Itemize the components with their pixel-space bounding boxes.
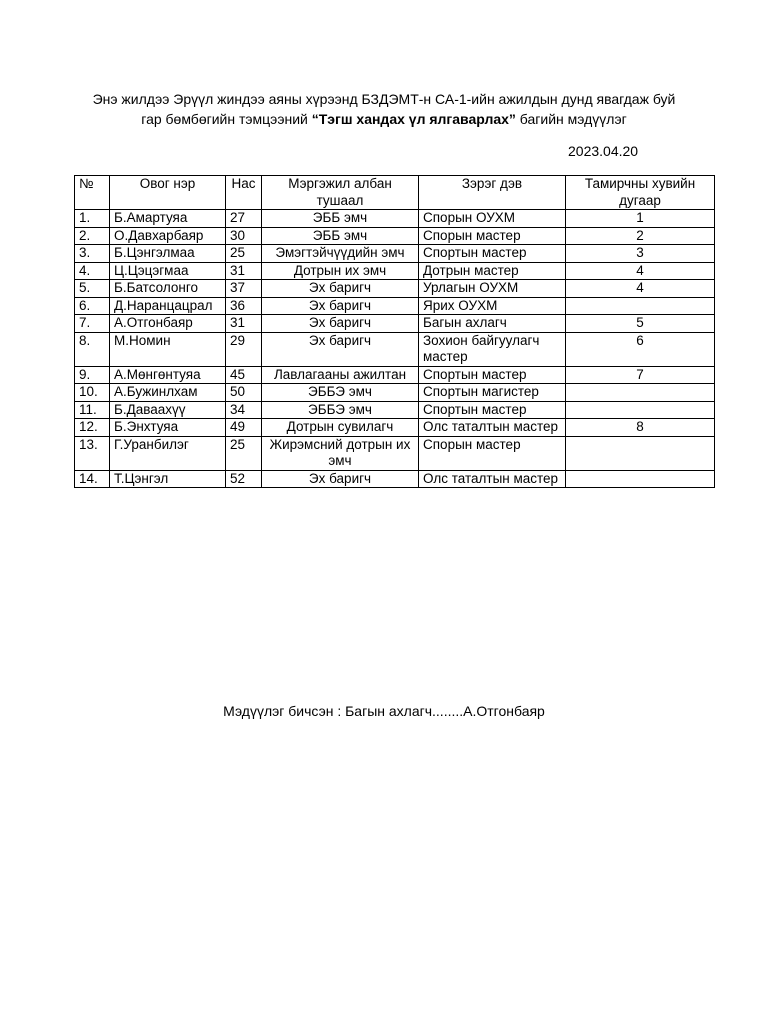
row-rank: Зохион байгуулагч мастер: [419, 332, 566, 366]
row-rank: Спортын магистер: [419, 384, 566, 402]
table-row: [75, 297, 715, 315]
row-player-number: 5: [566, 315, 715, 333]
row-rank: Олс таталтын мастер: [419, 470, 566, 488]
row-rank: Спортын мастер: [419, 366, 566, 384]
row-player-number: 2: [566, 227, 715, 245]
table-row: [75, 401, 715, 419]
table-row: [75, 262, 715, 280]
table-row: [75, 210, 715, 228]
row-number: 2.: [75, 227, 110, 245]
row-position: ЭББЭ эмч: [262, 384, 419, 402]
row-position: Дотрын сувилагч: [262, 419, 419, 437]
row-rank: Дотрын мастер: [419, 262, 566, 280]
column-header-player-number: Тамирчны хувийн дугаар: [566, 176, 715, 210]
table-row: [75, 470, 715, 488]
row-age: 31: [226, 315, 262, 333]
row-name: Т.Цэнгэл: [110, 470, 226, 488]
row-age: 29: [226, 332, 262, 366]
row-position: ЭББ эмч: [262, 210, 419, 228]
row-player-number: 1: [566, 210, 715, 228]
table-row: [75, 436, 715, 470]
row-number: 12.: [75, 419, 110, 437]
row-name: Д.Наранцацрал: [110, 297, 226, 315]
row-age: 30: [226, 227, 262, 245]
row-number: 11.: [75, 401, 110, 419]
row-name: Г.Уранбилэг: [110, 436, 226, 470]
row-position: Дотрын их эмч: [262, 262, 419, 280]
row-name: М.Номин: [110, 332, 226, 366]
document-date: 2023.04.20: [568, 143, 639, 159]
row-player-number: 6: [566, 332, 715, 366]
row-player-number: [566, 470, 715, 488]
title-line2-suffix: багийн мэдүүлэг: [515, 111, 627, 127]
row-position: Эмэгтэйчүүдийн эмч: [262, 245, 419, 263]
row-age: 50: [226, 384, 262, 402]
row-player-number: [566, 401, 715, 419]
row-player-number: [566, 384, 715, 402]
column-header-rank: Зэрэг дэв: [419, 176, 566, 210]
row-rank: Спорын ОУХМ: [419, 210, 566, 228]
row-age: 36: [226, 297, 262, 315]
row-rank: Олс таталтын мастер: [419, 419, 566, 437]
row-position: Лавлагааны ажилтан: [262, 366, 419, 384]
row-rank: Урлагын ОУХМ: [419, 280, 566, 298]
row-age: 45: [226, 366, 262, 384]
row-position: Эх баригч: [262, 297, 419, 315]
column-header-age: Нас: [226, 176, 262, 210]
row-age: 49: [226, 419, 262, 437]
document-title-line1: Энэ жилдээ Эрүүл жиндээ аяны хүрээнд БЗДЭМТ-н СА-1-ийн ажилдын дунд явагдаж буй: [92, 91, 676, 107]
row-player-number: 8: [566, 419, 715, 437]
row-number: 1.: [75, 210, 110, 228]
table-row: [75, 315, 715, 333]
row-number: 6.: [75, 297, 110, 315]
row-age: 52: [226, 470, 262, 488]
row-position: Эх баригч: [262, 332, 419, 366]
row-name: Б.Даваахүү: [110, 401, 226, 419]
row-player-number: [566, 297, 715, 315]
row-rank: Багын ахлагч: [419, 315, 566, 333]
row-name: Ц.Цэцэгмаа: [110, 262, 226, 280]
row-age: 27: [226, 210, 262, 228]
row-number: 9.: [75, 366, 110, 384]
row-number: 14.: [75, 470, 110, 488]
team-name: “Тэгш хандах үл ялгаварлах”: [311, 111, 516, 127]
table-header-row: [75, 176, 715, 210]
row-rank: Ярих ОУХМ: [419, 297, 566, 315]
row-number: 8.: [75, 332, 110, 366]
row-player-number: 3: [566, 245, 715, 263]
row-age: 37: [226, 280, 262, 298]
roster-table-body: [75, 210, 715, 488]
row-player-number: 4: [566, 280, 715, 298]
row-rank: Спорын мастер: [419, 436, 566, 470]
table-row: [75, 332, 715, 366]
row-rank: Спорын мастер: [419, 227, 566, 245]
row-position: Эх баригч: [262, 470, 419, 488]
table-row: [75, 366, 715, 384]
row-number: 10.: [75, 384, 110, 402]
row-name: А.Бужинлхам: [110, 384, 226, 402]
row-position: Эх баригч: [262, 315, 419, 333]
table-row: [75, 384, 715, 402]
row-name: А.Мөнгөнтуяа: [110, 366, 226, 384]
table-row: [75, 419, 715, 437]
signature-line: Мэдүүлэг бичсэн : Багын ахлагч........А.Отгонбаяр: [223, 703, 545, 719]
table-row: [75, 227, 715, 245]
row-number: 4.: [75, 262, 110, 280]
column-header-number: №: [75, 176, 110, 210]
row-rank: Спортын мастер: [419, 245, 566, 263]
row-age: 25: [226, 436, 262, 470]
row-name: Б.Энхтуяа: [110, 419, 226, 437]
document-title-line2: [60, 111, 708, 127]
row-age: 25: [226, 245, 262, 263]
row-position: Эх баригч: [262, 280, 419, 298]
row-age: 31: [226, 262, 262, 280]
row-number: 5.: [75, 280, 110, 298]
roster-table: [74, 175, 715, 488]
row-name: Б.Цэнгэлмаа: [110, 245, 226, 263]
row-name: О.Давхарбаяр: [110, 227, 226, 245]
row-name: А.Отгонбаяр: [110, 315, 226, 333]
row-rank: Спортын мастер: [419, 401, 566, 419]
row-position: ЭББ эмч: [262, 227, 419, 245]
row-number: 13.: [75, 436, 110, 470]
table-row: [75, 280, 715, 298]
row-position: Жирэмсний дотрын их эмч: [262, 436, 419, 470]
row-number: 3.: [75, 245, 110, 263]
row-name: Б.Амартуяа: [110, 210, 226, 228]
column-header-name: Овог нэр: [110, 176, 226, 210]
table-row: [75, 245, 715, 263]
row-position: ЭББЭ эмч: [262, 401, 419, 419]
row-player-number: 7: [566, 366, 715, 384]
title-line2-prefix: гар бөмбөгийн тэмцээний: [141, 111, 312, 127]
row-age: 34: [226, 401, 262, 419]
row-number: 7.: [75, 315, 110, 333]
column-header-position: Мэргэжил албан тушаал: [262, 176, 419, 210]
row-name: Б.Батсолонго: [110, 280, 226, 298]
row-player-number: 4: [566, 262, 715, 280]
row-player-number: [566, 436, 715, 470]
